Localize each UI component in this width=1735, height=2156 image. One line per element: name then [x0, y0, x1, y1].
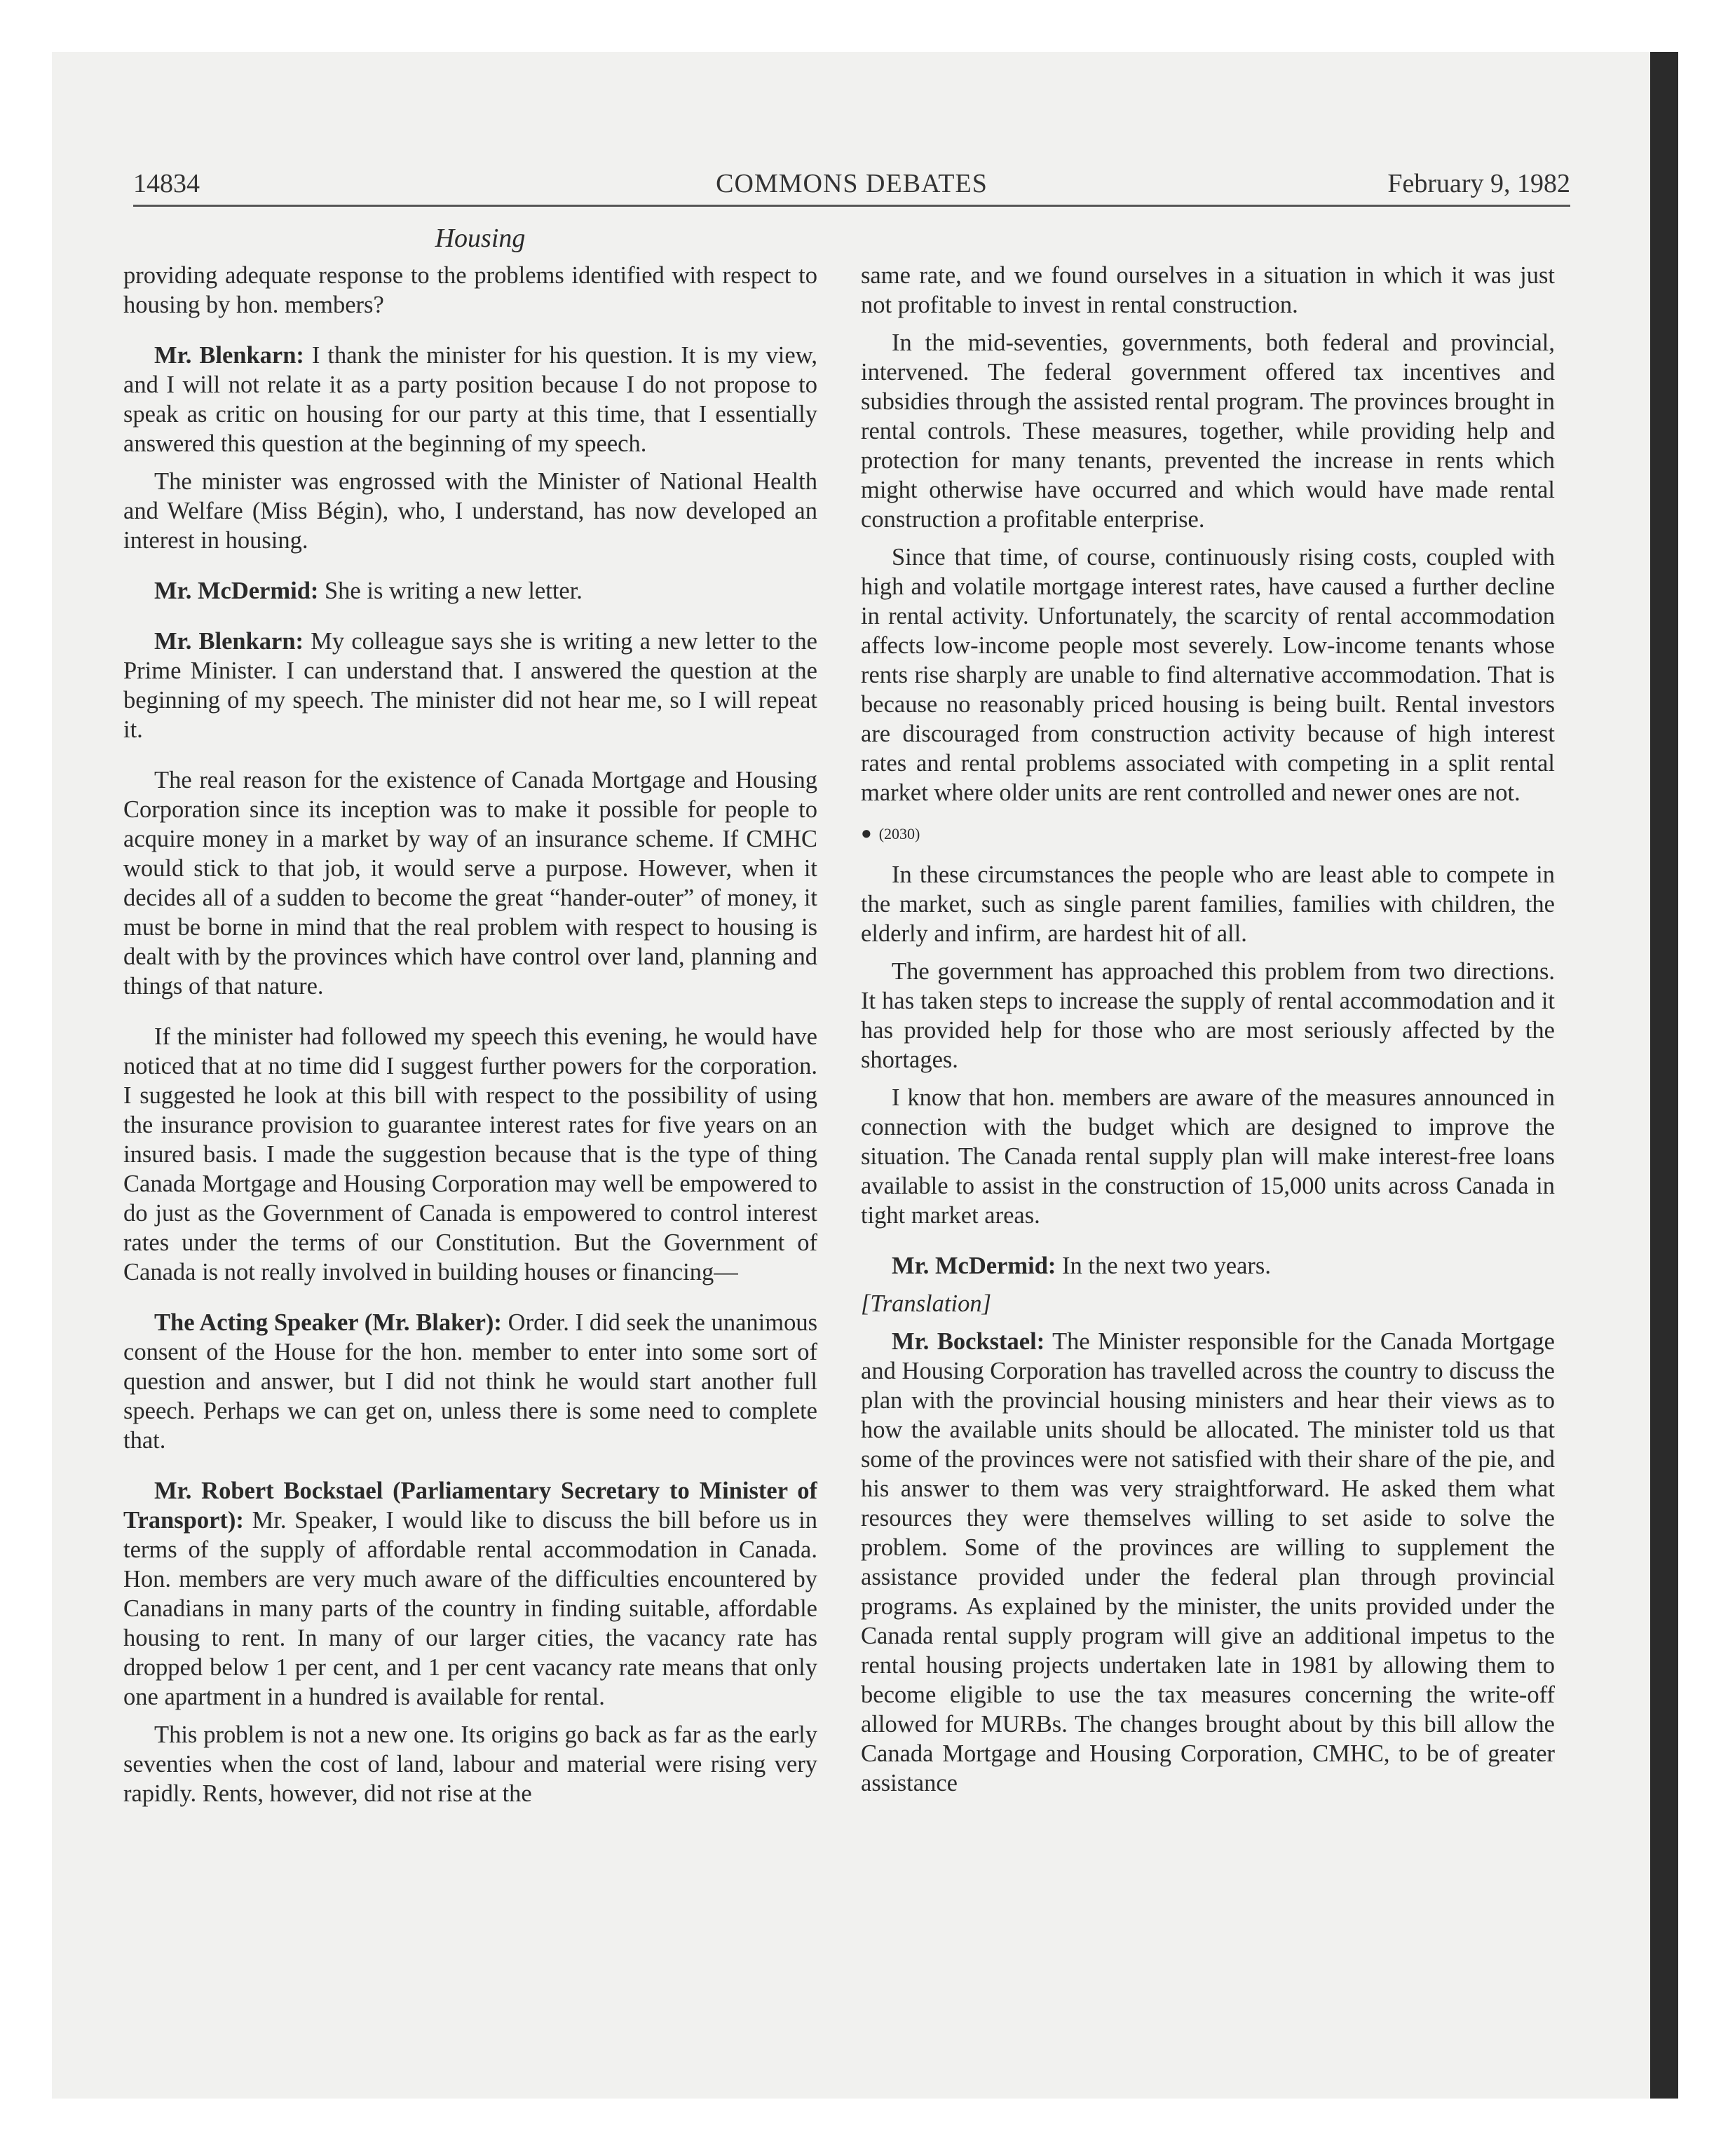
paragraph: This problem is not a new one. Its origins go back as far as the early seventies when the cost of land, labour and material were rising very rapidly. Rents, however, did not rise at the	[123, 1721, 817, 1807]
paragraph: The real reason for the existence of Canada Mortgage and Housing Corporation since its inception was to make it possible for people to acquire money in a market by way of an insurance scheme. If CMHC would stick to that job, it would serve a purpose. However, when it decides all of a sudden to become the great “hander-outer” of money, it must be borne in mind that the real problem with respect to housing is dealt with by the provinces which have control over land, planning and things of that nature.	[123, 767, 817, 999]
speech-text: My colleague says she is writing a new letter to the Prime Minister. I can understand that. I answered the question at the beginning of my speech. The minister did not hear me, so I will repeat it.	[123, 628, 817, 743]
paragraph: In these circumstances the people who are least able to compete in the market, such as single parent families, families with children, the elderly and infirm, are hardest hit of all.	[861, 861, 1555, 947]
paragraph: The government has approached this problem from two directions. It has taken steps to increase the supply of rental accommodation and it has provided help for those who are most seriously affected by the shortages.	[861, 958, 1555, 1073]
paragraph	[123, 1308, 817, 1455]
paragraph: The minister was engrossed with the Minister of National Health and Welfare (Miss Bégin), who, I understand, has now developed an interest in housing.	[123, 468, 817, 554]
speech-text: The Minister responsible for the Canada Mortgage and Housing Corporation has travelled across the country to discuss the plan with the provincial housing ministers and hear their views as to how the available units should be allocated. The minister told us that some of the provinces were not satisfied with their share of the pie, and his answer to them was very straightforward. He asked them what resources they were themselves willing to set aside to solve the problem. Some of the provinces are willing to supplement the assistance provided under the federal plan through provincial programs. As explained by the minister, the units provided under the Canada rental supply program will give an additional impetus to the rental housing projects undertaken late in 1981 by allowing them to become eligible to use the tax measures concerning the write-off allowed for MURBs. The changes brought about by this bill allow the Canada Mortgage and Housing Corporation, CMHC, to be of greater assistance	[861, 1328, 1555, 1796]
paragraph: providing adequate response to the problems identified with respect to housing by hon. members?	[123, 262, 817, 318]
speaker-name: Mr. McDermid:	[892, 1253, 1056, 1279]
paragraph: same rate, and we found ourselves in a situation in which it was just not profitable to invest in rental construction.	[861, 262, 1555, 318]
speaker-name: Mr. Blenkarn:	[154, 342, 304, 369]
scan-edge-shadow	[1650, 52, 1678, 2099]
paragraph: I know that hon. members are aware of the measures announced in connection with the budget which are designed to improve the situation. The Canada rental supply plan will make interest-free loans available to assist in the construction of 15,000 units across Canada in tight market areas.	[861, 1084, 1555, 1229]
publication-title: COMMONS DEBATES	[716, 169, 988, 198]
left-column	[123, 261, 817, 1915]
right-column	[861, 261, 1555, 1915]
speech-text: I thank the minister for his question. It is my view, and I will not relate it as a party position because I do not propose to speak as critic on housing for our party at this time, that I essentially answered this question at the beginning of my speech.	[123, 342, 817, 457]
translation-label	[861, 1289, 1555, 1318]
paragraph: If the minister had followed my speech this evening, he would have noticed that at no time did I suggest further powers for the corporation. I suggested he look at this bill with respect to the possibility of using the insurance provision to guarantee interest rates for five years on an insured basis. I made the suggestion because that is the type of thing Canada Mortgage and Housing Corporation may well be empowered to do just as the Government of Canada is empowered to control interest rates under the terms of our Constitution. But the Government of Canada is not really involved in building houses or financing—	[123, 1023, 817, 1285]
speaker-name: The Acting Speaker (Mr. Blaker):	[154, 1309, 502, 1336]
paragraph: Since that time, of course, continuously rising costs, coupled with high and volatile mortgage interest rates, have caused a further decline in rental activity. Unfortunately, the scarcity of rental accommodation affects low-income people most severely. Low-income tenants whose rents rise sharply are unable to find alternative accommodation. That is because no reasonably priced housing is being built. Rental investors are discouraged from construction activity because of high interest rates and rental problems associated with competing in a split rental market where older units are rent controlled and newer ones are not.	[861, 544, 1555, 806]
paragraph	[123, 627, 817, 744]
time-marker-text: (2030)	[878, 825, 920, 842]
bullet-icon: ●	[861, 823, 872, 843]
time-marker	[861, 823, 1555, 845]
speech-text: Order. I did seek the unanimous consent of the House for the hon. member to enter into some sort of question and answer, but I did not think he would start another full speech. Perhaps we can get on, unless there is some need to complete that.	[123, 1309, 817, 1454]
paragraph	[861, 1327, 1555, 1798]
paragraph	[123, 341, 817, 458]
section-heading: Housing	[435, 224, 526, 253]
speaker-name: Mr. McDermid:	[154, 578, 319, 604]
speaker-name: Mr. Blenkarn:	[154, 628, 304, 655]
page-number: 14834	[133, 169, 200, 198]
speaker-name: Mr. Robert Bockstael (Parliamentary Secretary to Minister of Transport):	[123, 1478, 817, 1534]
translation-label-text: [Translation]	[861, 1290, 991, 1317]
paragraph	[861, 1251, 1555, 1281]
speaker-name: Mr. Bockstael:	[892, 1328, 1045, 1355]
paragraph: In the mid-seventies, governments, both federal and provincial, intervened. The federal government offered tax incentives and subsidies through the assisted rental program. The provinces brought in rental controls. These measures, together, while providing help and protection for many tenants, prevented the increase in rents which might otherwise have occurred and which would have made rental construction a profitable enterprise.	[861, 329, 1555, 533]
paragraph	[123, 576, 817, 606]
publication-date: February 9, 1982	[1387, 169, 1570, 198]
speech-text: Mr. Speaker, I would like to discuss the bill before us in terms of the supply of affordable rental accommodation in Canada. Hon. members are very much aware of the difficulties encountered by Canadians in many parts of the country in finding suitable, affordable housing to rent. In many of our larger cities, the vacancy rate has dropped below 1 per cent, and 1 per cent vacancy rate means that only one apartment in a hundred is available for rental.	[123, 1507, 817, 1710]
header-rule	[133, 205, 1570, 207]
speech-text: She is writing a new letter.	[318, 578, 583, 604]
speech-text: In the next two years.	[1056, 1253, 1271, 1279]
page-header	[133, 168, 1570, 205]
paragraph	[123, 1476, 817, 1712]
